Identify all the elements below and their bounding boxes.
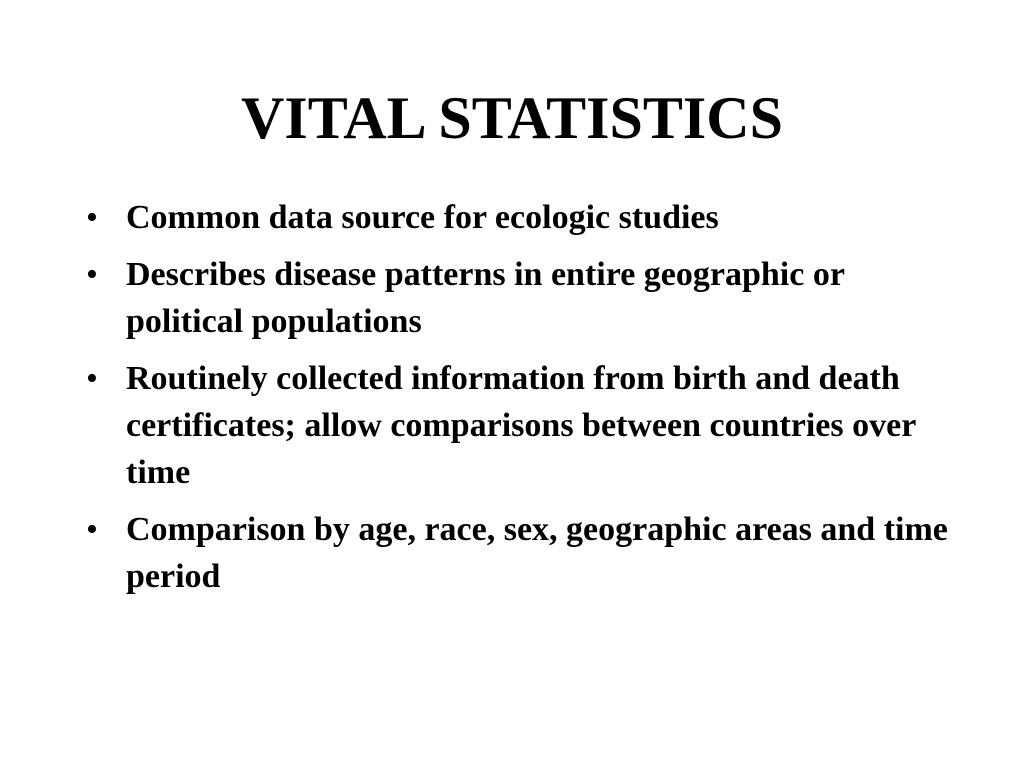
bullet-icon: •: [86, 511, 98, 548]
bullet-text: Comparison by age, race, sex, geographic areas and time period: [126, 511, 948, 595]
bullet-text: Common data source for ecologic studies: [126, 199, 719, 236]
bullet-icon: •: [86, 360, 98, 397]
bullet-item-1: [82, 194, 962, 241]
bullet-item-3: [82, 355, 962, 496]
bullet-list: [82, 194, 962, 610]
bullet-icon: •: [86, 199, 98, 236]
bullet-item-4: [82, 506, 962, 600]
slide-title: VITAL STATISTICS: [241, 85, 783, 151]
bullet-icon: •: [86, 256, 98, 293]
bullet-text: Routinely collected information from birth and death certificates; allow comparisons between countries over time: [126, 360, 916, 491]
bullet-item-2: [82, 251, 962, 345]
bullet-text: Describes disease patterns in entire geographic or political populations: [126, 256, 845, 340]
